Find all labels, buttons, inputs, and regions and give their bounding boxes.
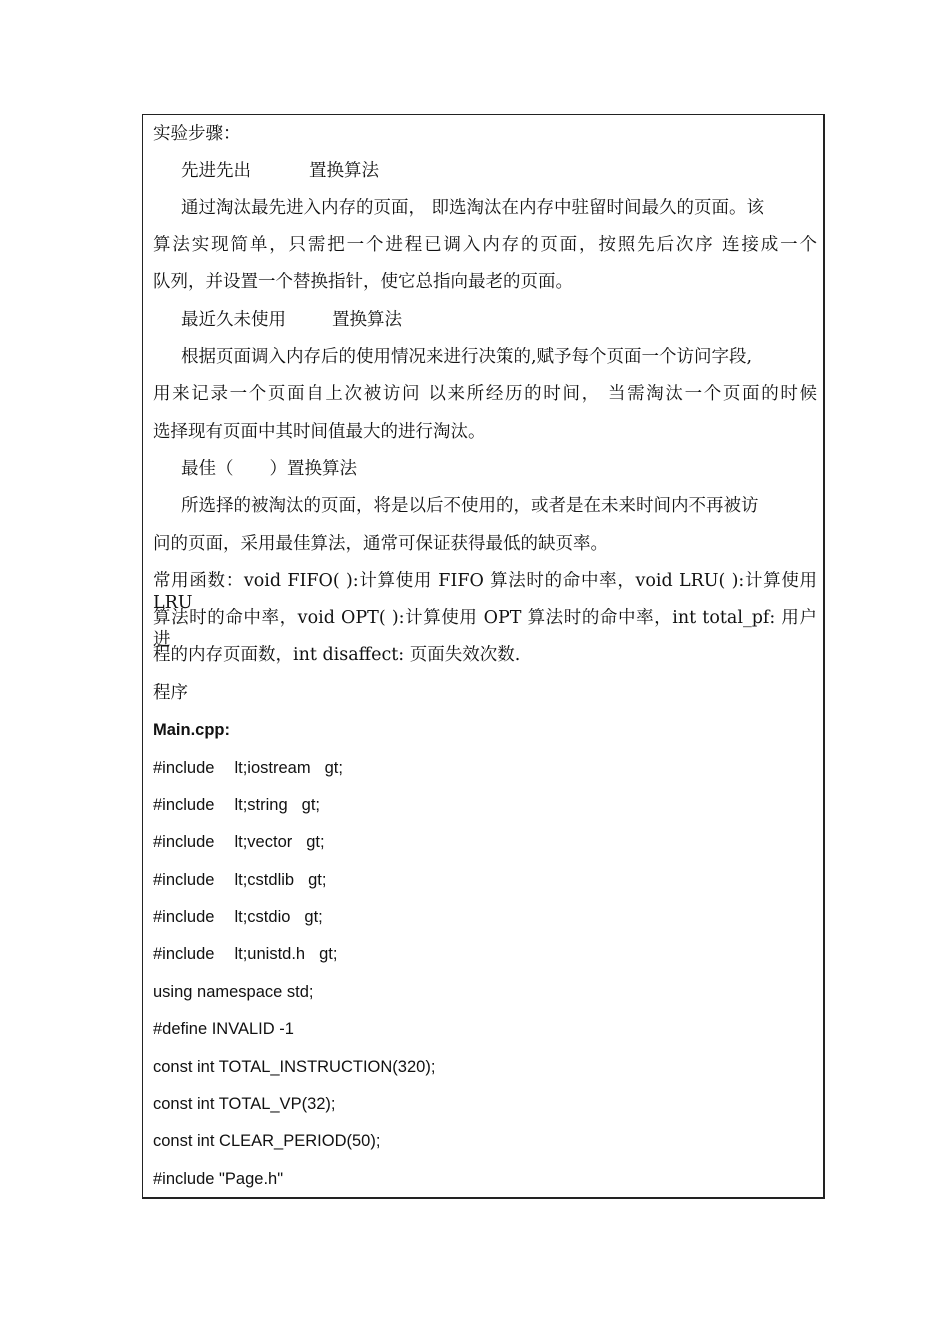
include-end: gt; — [306, 833, 325, 851]
program-label: 程序 — [153, 683, 188, 703]
functions-line: 常用函数：void FIFO( ):计算使用 FIFO 算法时的命中率，void LRU( ):计算使用 LRU — [153, 571, 817, 613]
experiment-steps-cell — [142, 114, 825, 1199]
opt-heading — [181, 458, 357, 480]
code-line: const int CLEAR_PERIOD(50); — [153, 1132, 381, 1150]
fifo-paragraph-line: 算法实现简单，只需把一个进程已调入内存的页面，按照先后次序 连接成一个 — [153, 235, 817, 255]
fifo-paragraph-line: 通过淘汰最先进入内存的页面， 即选淘汰在内存中驻留时间最久的页面。该 — [181, 198, 765, 218]
include-keyword: #include — [153, 796, 215, 814]
code-line: #include "Page.h" — [153, 1170, 284, 1188]
opt-paragraph-line: 所选择的被淘汰的页面，将是以后不使用的，或者是在未来时间内不再被访 — [181, 496, 759, 516]
lru-heading-name: 最近久未使用 — [181, 310, 286, 330]
include-keyword: #include — [153, 833, 215, 851]
fifo-heading-suffix: 置换算法 — [309, 161, 379, 181]
include-end: gt; — [304, 908, 323, 926]
include-library: lt;cstdlib — [234, 871, 295, 889]
include-library: lt;string — [234, 796, 288, 814]
fifo-heading-name: 先进先出 — [181, 161, 251, 181]
lru-heading — [181, 309, 402, 331]
include-keyword: #include — [153, 871, 215, 889]
include-end: gt; — [324, 759, 343, 777]
code-line: #define INVALID -1 — [153, 1020, 294, 1038]
section-title: 实验步骤： — [153, 124, 241, 144]
code-line: const int TOTAL_INSTRUCTION(320); — [153, 1058, 436, 1076]
lru-paragraph-line: 根据页面调入内存后的使用情况来进行决策的,赋予每个页面一个访问字段, — [181, 347, 753, 367]
opt-heading-suffix: ）置换算法 — [269, 459, 357, 479]
include-keyword: #include — [153, 945, 215, 963]
include-library: lt;cstdio — [234, 908, 291, 926]
include-end: gt; — [301, 796, 321, 814]
include-end: gt; — [308, 871, 327, 889]
file-name: Main.cpp: — [153, 721, 230, 739]
fifo-heading — [181, 160, 379, 182]
include-end: gt; — [319, 945, 338, 963]
code-include-line — [153, 943, 337, 965]
code-line: using namespace std; — [153, 983, 314, 1001]
code-include-line — [153, 906, 323, 928]
fifo-paragraph-line: 队列，并设置一个替换指针，使它总指向最老的页面。 — [153, 272, 573, 292]
lru-paragraph-line: 用来记录一个页面自上次被访问 以来所经历的时间， 当需淘汰一个页面的时候 — [153, 384, 817, 404]
code-include-line — [153, 757, 343, 779]
code-line: const int TOTAL_VP(32); — [153, 1095, 336, 1113]
include-library: lt;unistd.h — [234, 945, 306, 963]
opt-heading-name: 最佳（ — [181, 459, 234, 479]
include-keyword: #include — [153, 908, 215, 926]
include-library: lt;iostream — [234, 759, 311, 777]
include-keyword: #include — [153, 759, 215, 777]
lru-heading-suffix: 置换算法 — [332, 310, 402, 330]
functions-line: 算法时的命中率，void OPT( ):计算使用 OPT 算法时的命中率，int total_pf: 用户进 — [153, 608, 817, 650]
opt-paragraph-line: 问的页面，采用最佳算法，通常可保证获得最低的缺页率。 — [153, 534, 608, 554]
code-include-line — [153, 869, 326, 891]
lru-paragraph-line: 选择现有页面中其时间值最大的进行淘汰。 — [153, 422, 486, 442]
code-include-line — [153, 831, 325, 853]
include-library: lt;vector — [234, 833, 293, 851]
code-include-line — [153, 794, 320, 816]
functions-line: 程的内存页面数，int disaffect: 页面失效次数. — [153, 645, 521, 665]
